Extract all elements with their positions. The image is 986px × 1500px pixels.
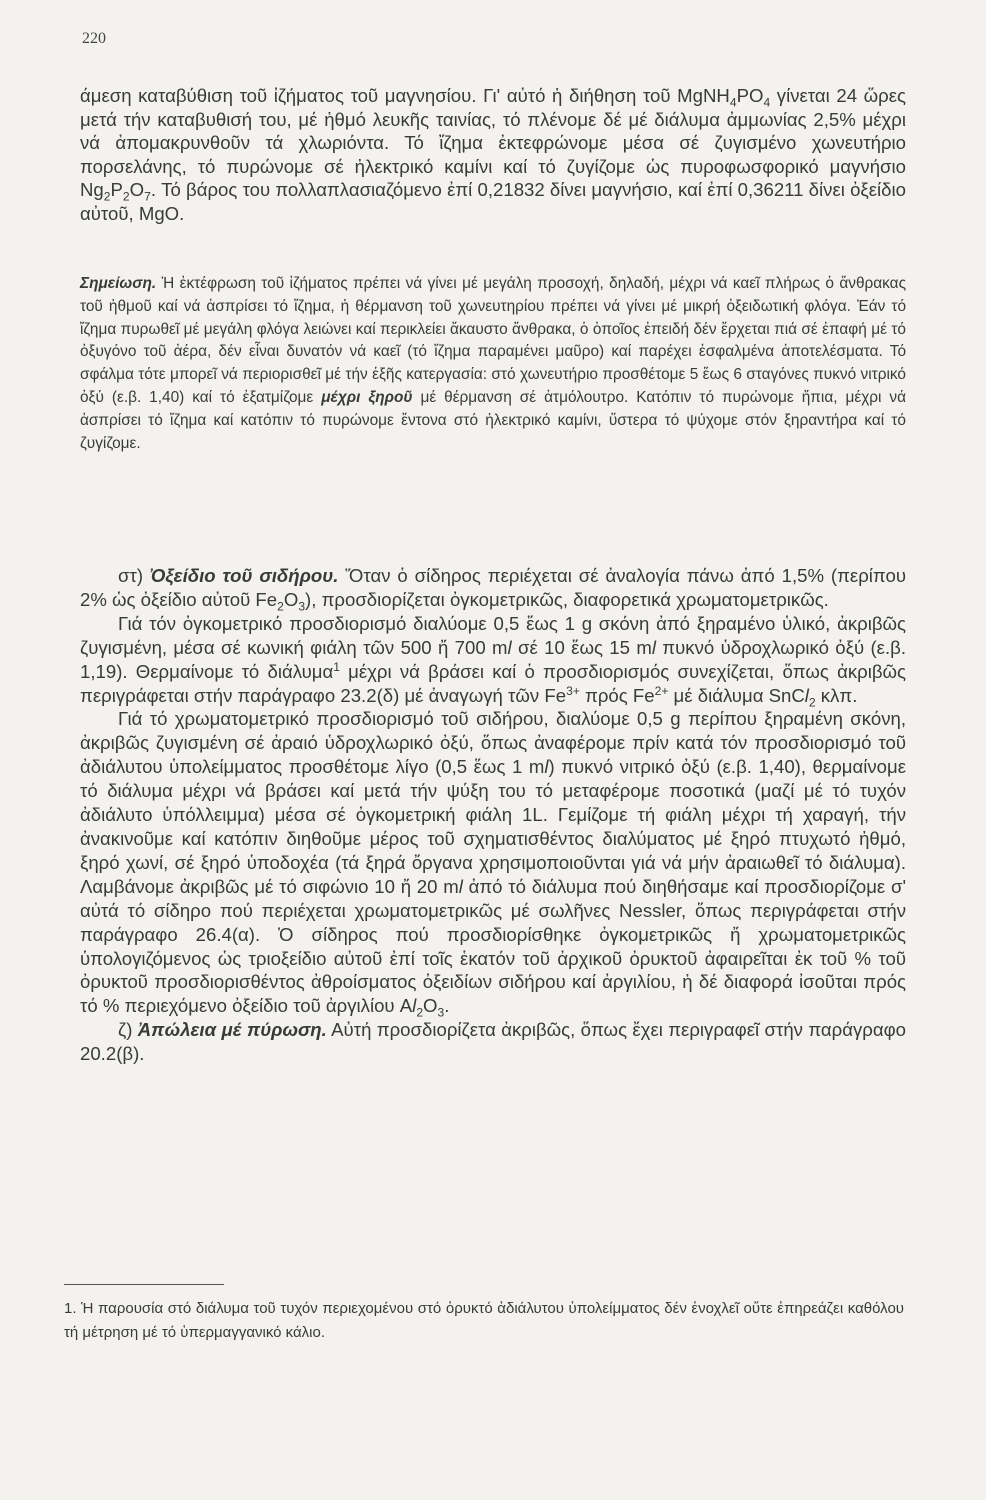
- unit-symbol: l: [544, 756, 549, 778]
- paragraph-colorimetric: [80, 707, 907, 1021]
- subscript: 2: [808, 695, 816, 710]
- unit-symbol: l: [458, 875, 463, 897]
- unit-symbol: l: [804, 684, 809, 706]
- section-iron-oxide: [80, 564, 906, 612]
- section-heading: Ἀπώλεια μέ πύρωση.: [137, 1019, 327, 1041]
- subscript: 2: [103, 189, 111, 204]
- text-run: O: [423, 995, 438, 1017]
- subscript: 7: [144, 189, 151, 204]
- superscript: 2+: [654, 683, 669, 698]
- text-run: PO: [736, 85, 764, 106]
- text-run: σέ 10 ἕως 15 m: [511, 636, 652, 658]
- footnote-area: [64, 1284, 904, 1345]
- paragraph-volumetric: [80, 612, 906, 708]
- footnote-number: 1.: [64, 1300, 77, 1317]
- text-run: . Τό βάρος του πολλαπλασιαζόμενο ἐπί 0,21832 δίνει μαγνήσιο, καί ἐπί 0,36211 δίνει ὀξείδιο αὐτοῦ, MgO.: [80, 179, 906, 224]
- footnote: [64, 1297, 904, 1345]
- unit-symbol: l: [651, 636, 656, 658]
- subscript: 3: [298, 599, 306, 614]
- section-heading: Ὀξείδιο τοῦ σιδήρου.: [149, 565, 339, 586]
- text-run: άμεση καταβύθιση τοῦ ἰζήματος τοῦ μαγνησίου. Γι' αὐτό ἡ διήθηση τοῦ MgNH: [80, 85, 730, 106]
- text-run: .: [444, 995, 450, 1017]
- subscript: 2: [416, 1006, 424, 1021]
- text-run: πρός Fe: [579, 684, 655, 706]
- superscript: 3+: [566, 683, 580, 698]
- text-run: P: [110, 179, 123, 200]
- subscript: 2: [122, 189, 130, 204]
- text-run: O: [129, 179, 145, 200]
- unit-symbol: l: [412, 995, 417, 1017]
- section-marker: ζ): [118, 1019, 133, 1041]
- text-run: O: [283, 588, 299, 610]
- text-run: γίνεται 24 ὥρες μετά τήν καταβυθισή του, μέ ἠθμό λευκῆς ταινίας, τό πλένομε δέ μέ διάλυμα ἀμμωνίας 2,5% μέχρι νά ἀπομακρυνθοῦν τά χλωριόντα. Τό ἴζημα ἐκτεφρώνομε μέσα σέ ζυγισμένο χωνευτήριο πορσελάνης, τό πυρώνομε σέ ἠλεκτρικό καμίνι καί τό ζυγίζομε ὡς πυροφωσφορικό μαγνήσιο Ng: [80, 85, 907, 200]
- footnote-text: Ἡ παρουσία στό διάλυμα τοῦ τυχόν περιεχομένου στό ὀρυκτό ἀδιάλυτου ὑπολείμματος δέν ἐνοχλεῖ οὔτε ἐπηρεάζει καθόλου τή μέτρηση μέ τό ὑπερμαγγανικό κάλιο.: [64, 1300, 904, 1341]
- text-run: Ὅταν ὁ σίδηρος περιέχεται σέ ἀναλογία πάνω ἀπό 1,5% (περίπου 2% ὡς ὀξείδιο αὐτοῦ Fe: [80, 565, 906, 610]
- footnote-divider: [64, 1284, 224, 1285]
- footnote-reference[interactable]: 1: [333, 659, 340, 674]
- subscript: 4: [729, 95, 737, 110]
- section-marker: στ): [118, 565, 144, 586]
- text-run: Γιά τόν ὀγκομετρικό προσδιορισμό διαλύομε 0,5 ἕως 1 g σκόνη ἀπό ξηραμένο ὑλικό, ἀκριβῶς ζυγισμένη, μέσα σέ κωνική φιάλη τῶν 500 ἤ 700 m: [80, 612, 906, 658]
- text-run: ), προσδιορίζεται ὀγκομετρικῶς, διαφορετικά χρωματομετρικῶς.: [305, 588, 829, 610]
- paragraph-magnesium-end: [80, 84, 906, 225]
- text-run: μέ θέρμανση σέ ἀτμόλουτρο. Κατόπιν τό πυρώνομε ἤπια, μέχρι νά ἀσπρίσει τό ἴζημα καί κατόπιν τό πυρώνομε ἔντονα στό ἠλεκτρικό καμίνι, ὕστερα τό ψύχομε στόν ξηραντήρα καί τό ζυγίζομε.: [80, 388, 907, 452]
- note-label: Σημείωση.: [80, 275, 157, 292]
- text-run: μέ διάλυμα SnC: [668, 684, 805, 706]
- text-run: Ἡ ἐκτέφρωση τοῦ ἰζήματος πρέπει νά γίνει μέ μεγάλη προσοχή, δηλαδή, μέχρι νά καεῖ πλήρως ὁ ἄνθρακας τοῦ ἠθμοῦ καί νά ἀσπρίσει τό ἴζημα, ἡ θέρμανση τοῦ χωνευτηρίου πρέπει νά γίνει μέ μικρή ὀξειδωτική φλόγα. Ἐάν τό ἴζημα πυρωθεῖ μέ μεγάλη φλόγα λειώνει καί περικλείει ἄκαυστο ἄνθρακα, ὁ ὁποῖος ἐπειδή δέν ἔρχεται πιά σέ ἐπαφή μέ τό ὀξυγόνο τοῦ ἀέρα, δέν εἶναι δυνατόν νά καεῖ (τό ἴζημα παραμένει μαῦρο) καί παρέχει ἐσφαλμένα ἀποτελέσματα. Τό σφάλμα τότε μπορεῖ νά περιορισθεῖ μέ τήν ἑξῆς κατεργασία: στό χωνευτήριο προσθέτομε 5 ἕως 6 σταγόνες πυκνό νιτρικό ὀξύ (ε.β. 1,40) καί τό ἐξατμίζομε: [80, 275, 906, 406]
- text-run: μέχρι νά βράσει καί ὁ προσδιορισμός συνεχίζεται, ὅπως ἀκριβῶς περιγράφεται στήν παράγραφο 23.2(δ) μέ ἀναγωγή τῶν Fe: [80, 660, 906, 706]
- text-run: Γιά τό χρωματομετρικό προσδιορισμό τοῦ σιδήρου, διαλύομε 0,5 g περίπου ξηραμένη σκόνη, ἀκριβῶς ζυγισμένη σέ ἀραιό ὑδροχλωρικό ὀξύ, ὅπως ἀναφέρομε πρίν κατά τόν προσδιορισμό τοῦ ἀδιάλυτου ὑπολείμματος προσθέτομε λίγο (0,5 ἕως 1 m: [80, 708, 906, 778]
- text-run: ἀπό τό διάλυμα πού διηθήσαμε καί προσδιορίζομε σ' αὐτά τό σίδηρο πού περιέχεται χρωματομετρικῶς μέ σωλῆνες Nessler, ὅπως περιγράφεται στήν παράγραφο 26.4(α). Ὁ σίδηρος πού προσδιορίσθηκε ὀγκομετρικῶς ἤ χρωματομετρικῶς ὑπολογιζόμενος ὡς τριοξείδιο αὐτοῦ ἐπί τοῖς ἑκατόν τοῦ ἀρχικοῦ ὀρυκτοῦ ἀφαιρεῖται ἐκ τοῦ % τοῦ ὀρυκτοῦ προσδιορισθέντος ἀθροίσματος ὀξειδίων σιδήρου καί ἀργιλίου, ἡ δέ διαφορά ἰσοῦται πρός τό % περιεχόμενο ὀξείδιο τοῦ ἀργιλίου A: [80, 875, 906, 1017]
- text-run: κλπ.: [815, 684, 858, 706]
- section-ignition-loss: [80, 1018, 906, 1066]
- text-run: ) πυκνό νιτρικό ὀξύ (ε.β. 1,40), θερμαίνομε τό διάλυμα μέχρι νά βράσει καί μετά τήν ψύξη του τό μεταφέρομε ποσοτικά (μαζί μέ τό τυχόν ἀδιάλυτο ὑπόλλειμμα) μέσα σέ ὀγκομετρική φιάλη 1L. Γεμίζομε τή φιάλη μέχρι τή χαραγή, τήν ἀνακινοῦμε καί κατόπιν διηθοῦμε μέρος τοῦ σχηματισθέντος διαλύματος μέ ξηρό πτυχωτό ἠθμό, ξηρό χωνί, σέ ξηρό ὑποδοχέα (τά ξηρά ὄργανα χρησιμοποιοῦνται γιά νά μήν ἀραιωθεῖ τό διάλυμα). Λαμβάνομε ἀκριβῶς μέ τό σιφώνιο 10 ἤ 20 m: [80, 756, 907, 897]
- page-number: 220: [82, 30, 106, 47]
- text-run: Αὐτή προσδιορίζετα ἀκριβῶς, ὅπως ἔχει περιγραφεῖ στήν παράγραφο 20.2(β).: [80, 1019, 906, 1065]
- note-paragraph: [80, 273, 906, 455]
- emphasis: μέχρι ξηροῦ: [321, 388, 413, 406]
- unit-symbol: l: [507, 636, 512, 658]
- subscript: 2: [277, 599, 284, 614]
- main-body: [80, 564, 906, 1066]
- subscript: 4: [763, 95, 771, 110]
- text-run: πυκνό ὑδροχλωρικό ὀξύ (ε.β. 1,19). Θερμαίνομε τό διάλυμα: [80, 636, 906, 682]
- subscript: 3: [437, 1006, 445, 1021]
